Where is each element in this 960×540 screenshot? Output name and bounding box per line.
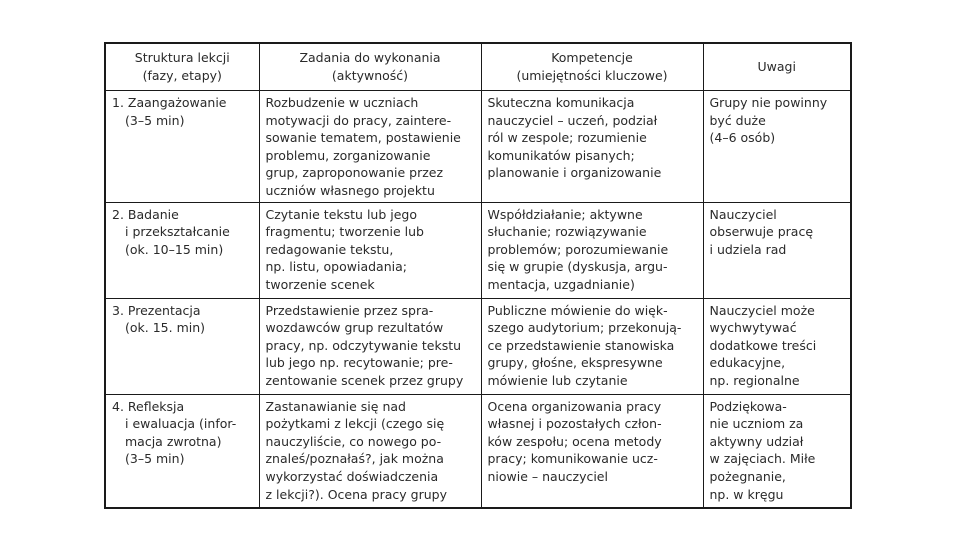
competences-cell xyxy=(481,91,703,203)
competences-line: własnej i pozostałych człon- xyxy=(487,416,662,432)
competences-line: niowie – nauczyciel xyxy=(487,468,608,484)
notes-cell xyxy=(703,202,851,298)
competences-line: planowanie i organizowanie xyxy=(487,165,662,181)
competences-line: Ocena organizowania pracy xyxy=(487,398,662,414)
phase-cell xyxy=(105,202,259,298)
phase-cell xyxy=(105,298,259,394)
tasks-line: sowanie tematem, postawienie xyxy=(265,130,461,146)
competences-line: Skuteczna komunikacja xyxy=(487,95,635,110)
phase-line: i ewaluacja (infor- xyxy=(125,416,237,432)
competences-line: nauczyciel – uczeń, podział xyxy=(487,112,658,128)
tasks-line: Zastanawianie się nad xyxy=(265,398,406,414)
tasks-line: uczniów własnego projektu xyxy=(265,182,435,198)
notes-line: być duże xyxy=(709,112,766,128)
competences-cell xyxy=(481,394,703,508)
notes-line: Nauczyciel xyxy=(709,206,777,222)
tasks-line: Czytanie tekstu lub jego xyxy=(265,206,417,222)
tasks-line: zentowanie scenek przez grupy xyxy=(265,372,464,388)
phase-line: 3. Prezentacja xyxy=(112,302,201,318)
header-notes xyxy=(703,43,851,91)
notes-line: Nauczyciel może xyxy=(709,302,815,318)
notes-line: np. regionalne xyxy=(709,372,800,388)
tasks-line: grup, zaproponowanie przez xyxy=(265,165,444,181)
tasks-cell xyxy=(259,298,481,394)
tasks-line: pracy, np. odczytywanie tekstu xyxy=(265,337,462,353)
competences-line: Współdziałanie; aktywne xyxy=(487,206,643,222)
table-row xyxy=(105,202,851,298)
competences-line: Publiczne mówienie do więk- xyxy=(487,302,668,318)
competences-line: grupy, głośne, ekspresywne xyxy=(487,355,663,371)
notes-line: dodatkowe treści xyxy=(709,337,817,353)
tasks-line: znaleś/poznałaś?, jak można xyxy=(265,451,444,467)
tasks-cell xyxy=(259,202,481,298)
notes-line: pożegnanie, xyxy=(709,468,786,484)
notes-line: (4–6 osób) xyxy=(709,130,776,146)
tasks-line: nauczyliście, co nowego po- xyxy=(265,433,442,449)
phase-line: (ok. 10–15 min) xyxy=(125,241,224,257)
phase-line: 2. Badanie xyxy=(112,206,179,222)
table-row xyxy=(105,91,851,203)
header-line: Uwagi xyxy=(757,59,796,75)
tasks-line: Przedstawienie przez spra- xyxy=(265,302,434,318)
tasks-line: problemu, zorganizowanie xyxy=(265,147,431,163)
competences-line: komunikatów pisanych; xyxy=(487,147,635,163)
tasks-line: wozdawców grup rezultatów xyxy=(265,320,444,336)
lesson-structure-table xyxy=(104,42,852,509)
competences-cell xyxy=(481,202,703,298)
competences-line: ce przedstawienie stanowiska xyxy=(487,337,675,353)
competences-line: problemów; porozumiewanie xyxy=(487,241,669,257)
phase-line: 4. Refleksja xyxy=(112,398,185,414)
header-line: (umiejętności kluczowe) xyxy=(516,68,668,83)
notes-line: Podziękowa- xyxy=(709,398,787,414)
notes-line: obserwuje pracę xyxy=(709,224,814,240)
header-competences xyxy=(481,43,703,91)
phase-line: (ok. 15. min) xyxy=(125,320,206,336)
header-line: (fazy, etapy) xyxy=(142,68,222,83)
competences-line: słuchanie; rozwiązywanie xyxy=(487,224,647,240)
competences-line: mówienie lub czytanie xyxy=(487,372,628,388)
competences-line: ról w zespole; rozumienie xyxy=(487,130,647,146)
tasks-line: lub jego np. recytowanie; pre- xyxy=(265,355,453,371)
notes-cell xyxy=(703,298,851,394)
tasks-line: Rozbudzenie w uczniach xyxy=(265,95,419,110)
tasks-line: pożytkami z lekcji (czego się xyxy=(265,416,445,432)
notes-cell xyxy=(703,394,851,508)
competences-line: mentacja, uzgadnianie) xyxy=(487,276,635,292)
notes-line: i udziela rad xyxy=(709,241,787,257)
header-line: (aktywność) xyxy=(331,68,409,83)
notes-cell xyxy=(703,91,851,203)
tasks-line: np. listu, opowiadania; xyxy=(265,259,407,275)
tasks-line: fragmentu; tworzenie lub xyxy=(265,224,424,240)
table-row xyxy=(105,394,851,508)
header-line: Struktura lekcji xyxy=(134,50,230,66)
notes-line: wychwytywać xyxy=(709,320,797,336)
phase-cell xyxy=(105,394,259,508)
phase-line: (3–5 min) xyxy=(125,112,185,128)
header-phase xyxy=(105,43,259,91)
notes-line: nie uczniom za xyxy=(709,416,804,432)
competences-line: pracy; komunikowanie ucz- xyxy=(487,451,658,467)
header-tasks xyxy=(259,43,481,91)
competences-line: ków zespołu; ocena metody xyxy=(487,433,662,449)
header-row xyxy=(105,43,851,91)
phase-line: i przekształcanie xyxy=(125,224,230,240)
tasks-line: wykorzystać doświadczenia xyxy=(265,468,439,484)
competences-line: szego audytorium; przekonują- xyxy=(487,320,682,336)
tasks-cell xyxy=(259,394,481,508)
competences-cell xyxy=(481,298,703,394)
tasks-cell xyxy=(259,91,481,203)
notes-line: Grupy nie powinny xyxy=(709,95,828,110)
tasks-line: z lekcji?). Ocena pracy grupy xyxy=(265,486,447,502)
notes-line: w zajęciach. Miłe xyxy=(709,451,816,467)
competences-line: się w grupie (dyskusja, argu- xyxy=(487,259,668,275)
tasks-line: tworzenie scenek xyxy=(265,276,375,292)
phase-line: (3–5 min) xyxy=(125,451,185,467)
tasks-line: motywacji do pracy, zaintere- xyxy=(265,112,452,128)
header-line: Kompetencje xyxy=(551,50,633,66)
tasks-line: redagowanie tekstu, xyxy=(265,241,394,257)
notes-line: edukacyjne, xyxy=(709,355,786,371)
header-line: Zadania do wykonania xyxy=(299,50,441,66)
phase-cell xyxy=(105,91,259,203)
table-row xyxy=(105,298,851,394)
phase-line: macja zwrotna) xyxy=(125,433,222,449)
phase-line: 1. Zaangażowanie xyxy=(112,95,227,110)
notes-line: np. w kręgu xyxy=(709,486,784,502)
notes-line: aktywny udział xyxy=(709,433,804,449)
